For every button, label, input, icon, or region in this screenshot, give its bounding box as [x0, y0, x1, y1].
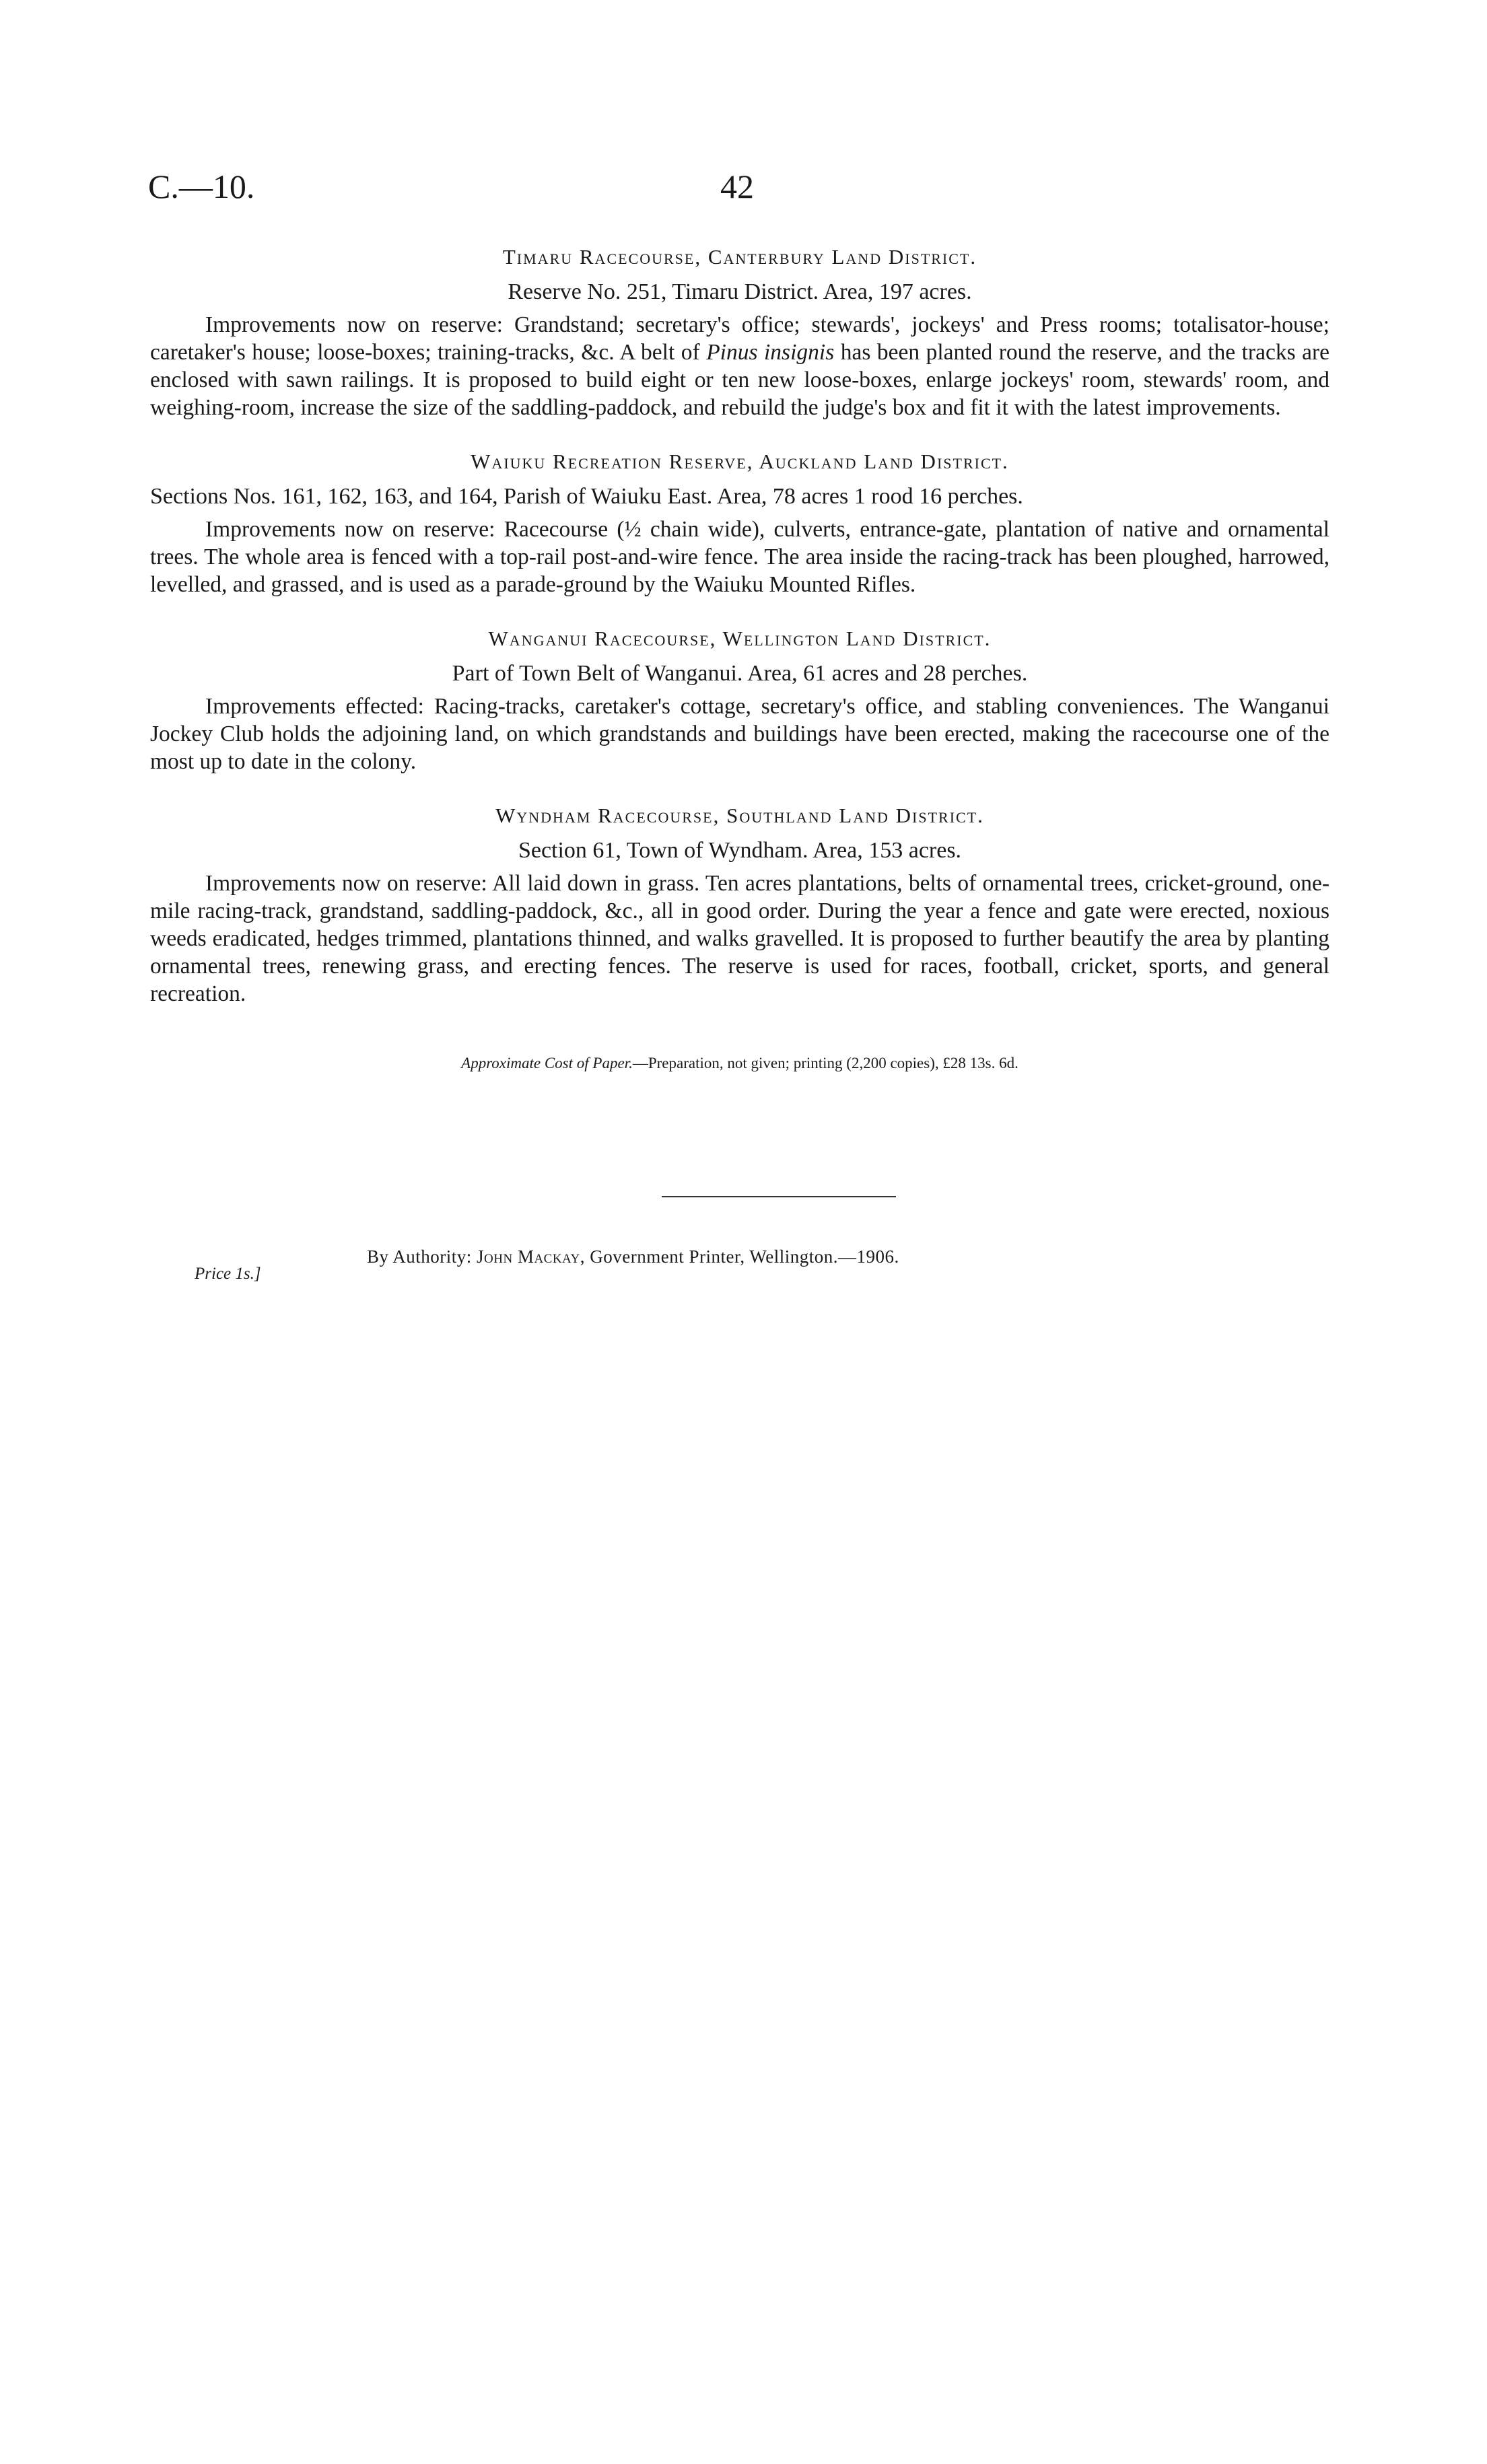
section-subtitle: Sections Nos. 161, 162, 163, and 164, Parish of Waiuku East. Area, 78 acres 1 rood 16 perches. — [150, 484, 1023, 509]
cost-note-text: —Preparation, not given; printing (2,200 copies), £28 13s. 6d. — [632, 1055, 1018, 1071]
section-timaru — [150, 242, 1329, 421]
section-subtitle: Reserve No. 251, Timaru District. Area, 197 acres. — [508, 279, 972, 304]
cost-note — [150, 1055, 1329, 1072]
section-paragraph: Improvements effected: Racing-tracks, caretaker's cottage, secretary's office, and stabling conveniences. The Wanganui Jockey Club holds the adjoining land, on which grandstands and buildings have been erected, making the racecourse one of the most up to date in the colony. — [150, 694, 1329, 774]
authority-prefix: By Authority: — [367, 1246, 477, 1267]
section-waiuku — [150, 447, 1329, 598]
section-paragraph — [150, 311, 1329, 421]
section-title: Timaru Racecourse, Canterbury Land District. — [502, 245, 977, 269]
section-subtitle: Section 61, Town of Wyndham. Area, 153 acres. — [518, 838, 962, 863]
page-number: 42 — [720, 168, 754, 205]
divider-rule — [662, 1196, 896, 1197]
authority-suffix: , Government Printer, Wellington.—1906. — [580, 1246, 899, 1267]
paragraph-text: Improvements now on reserve: Grandstand; secretary's office; stewards', jockeys' and Press rooms; totalisator-house; caretaker's house; loose-boxes; training-tracks, &c. A belt of — [150, 312, 1329, 365]
section-title: Waiuku Recreation Reserve, Auckland Land District. — [471, 450, 1009, 473]
section-paragraph: Improvements now on reserve: All laid down in grass. Ten acres plantations, belts of ornamental trees, cricket-ground, one-mile racing-track, grandstand, saddling-paddock, &c., all in good order. During the year a fence and gate were erected, noxious weeds eradicated, hedges trimmed, plantations thinned, and walks gravelled. It is proposed to further beautify the area by planting ornamental trees, renewing grass, and erecting fences. The reserve is used for races, football, cricket, sports, and general recreation. — [150, 871, 1329, 1006]
document-body — [150, 242, 1329, 1072]
paragraph-text: has been planted round the reserve, and the tracks are enclosed with sawn railings. It is proposed to build eight or ten new loose-boxes, enlarge jockeys' room, stewards' room, and weighing-room, increase the size of the saddling-paddock, and rebuild the judge's box and fit it with the latest improvements. — [150, 340, 1329, 420]
page-header — [148, 167, 1333, 214]
section-subtitle: Part of Town Belt of Wanganui. Area, 61 acres and 28 perches. — [452, 661, 1028, 686]
price-label: Price 1s.] — [195, 1265, 261, 1283]
section-title: Wyndham Racecourse, Southland Land District. — [495, 804, 984, 827]
section-wyndham — [150, 801, 1329, 1008]
cost-note-label: Approximate Cost of Paper. — [461, 1055, 633, 1071]
section-paragraph: Improvements now on reserve: Racecourse (½ chain wide), culverts, entrance-gate, plantation of native and ornamental trees. The whole area is fenced with a top-rail post-and-wire fence. The area inside the racing-track has been ploughed, harrowed, levelled, and grassed, and is used as a parade-ground by the Waiuku Mounted Rifles. — [150, 517, 1329, 597]
printer-name: John Mackay — [477, 1246, 580, 1267]
printer-authority — [367, 1246, 899, 1267]
section-title: Wanganui Racecourse, Wellington Land District. — [488, 627, 992, 650]
section-wanganui — [150, 624, 1329, 775]
paragraph-italic-text: Pinus insignis — [706, 340, 835, 365]
document-reference: C.—10. — [148, 168, 255, 205]
